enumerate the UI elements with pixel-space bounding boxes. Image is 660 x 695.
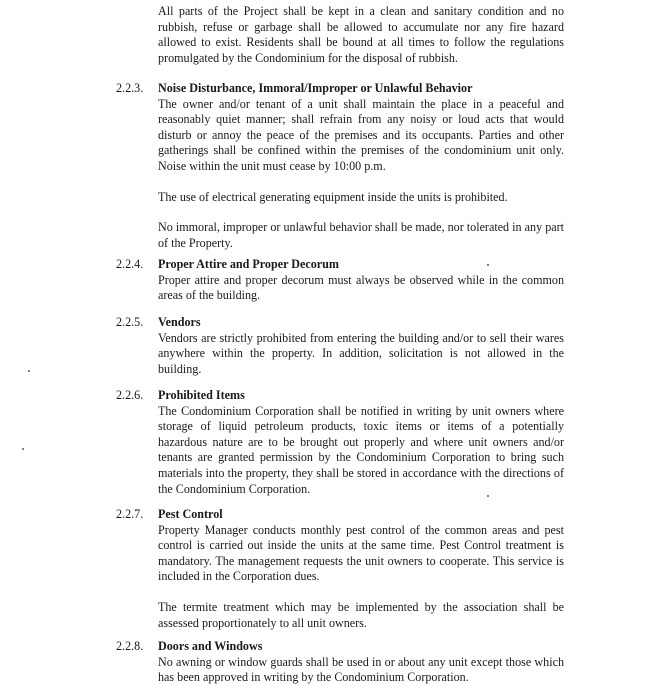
section-number: 2.2.4. bbox=[116, 257, 144, 271]
section-title: Doors and Windows bbox=[158, 639, 263, 653]
scan-speck bbox=[28, 370, 30, 372]
section-paragraph: The termite treatment which may be implemented by the association shall be assessed proportionately to all unit owners. bbox=[158, 599, 564, 630]
scan-speck bbox=[22, 448, 24, 450]
section-number: 2.2.8. bbox=[116, 639, 144, 653]
section-number: 2.2.7. bbox=[116, 507, 144, 521]
section-paragraph: No awning or window guards shall be used in or about any unit except those which has been approved in writing by the Condominium Corporation. bbox=[158, 654, 564, 685]
intro-paragraph: All parts of the Project shall be kept in a clean and sanitary condition and no rubbish, refuse or garbage shall be allowed to accumulate nor any fire hazard allowed to exist. Residents shall be bound at all times to follow the regulations promulgated by the Condominium for the disposal of rubbish. bbox=[158, 4, 564, 65]
section-title: Noise Disturbance, Immoral/Improper or Unlawful Behavior bbox=[158, 81, 473, 95]
section-paragraph: Property Manager conducts monthly pest control of the common areas and pest control is carried out inside the units at the same time. Pest Control treatment is mandatory. The management requests the unit owners to cooperate. This service is included in the Corporation dues. bbox=[158, 522, 564, 584]
section-paragraph: Vendors are strictly prohibited from entering the building and/or to sell their wares anywhere within the property. In addition, solicitation is not allowed in the building. bbox=[158, 330, 564, 376]
section-title: Proper Attire and Proper Decorum bbox=[158, 257, 339, 271]
section-paragraph: The Condominium Corporation shall be notified in writing by unit owners where storage of liquid petroleum products, toxic items or items of a potentially hazardous nature are to be brought out properly and where unit owners and/or tenants are granted permission by the Condominium Corporation to bring such materials into the property, they shall be stored in accordance with the directions of the Condominium Corporation. bbox=[158, 403, 564, 496]
section-paragraph: No immoral, improper or unlawful behavior shall be made, nor tolerated in any part of the Property. bbox=[158, 220, 564, 250]
section-2-2-4 bbox=[116, 257, 566, 304]
section-paragraph: The use of electrical generating equipment inside the units is prohibited. bbox=[158, 189, 508, 204]
section-number: 2.2.3. bbox=[116, 81, 144, 95]
section-title: Pest Control bbox=[158, 507, 223, 521]
scan-speck bbox=[487, 264, 489, 266]
scan-speck bbox=[487, 495, 489, 497]
section-paragraph: The owner and/or tenant of a unit shall maintain the place in a peaceful and reasonably quiet manner; shall refrain from any noisy or loud acts that would disturb or annoy the peace of the premises and its occupants. Parties and other gatherings shall be confined within the premises of the condominium unit only. Noise within the unit must cease by 10:00 p.m. bbox=[158, 96, 564, 173]
section-2-2-7 bbox=[116, 507, 566, 631]
section-2-2-3 bbox=[116, 81, 566, 251]
section-number: 2.2.5. bbox=[116, 315, 144, 329]
section-number: 2.2.6. bbox=[116, 388, 144, 402]
section-2-2-5 bbox=[116, 315, 566, 377]
section-2-2-6 bbox=[116, 388, 566, 497]
section-title: Prohibited Items bbox=[158, 388, 245, 402]
section-paragraph: Proper attire and proper decorum must always be observed while in the common areas of the building. bbox=[158, 272, 564, 303]
section-2-2-8 bbox=[116, 639, 566, 686]
section-title: Vendors bbox=[158, 315, 201, 329]
